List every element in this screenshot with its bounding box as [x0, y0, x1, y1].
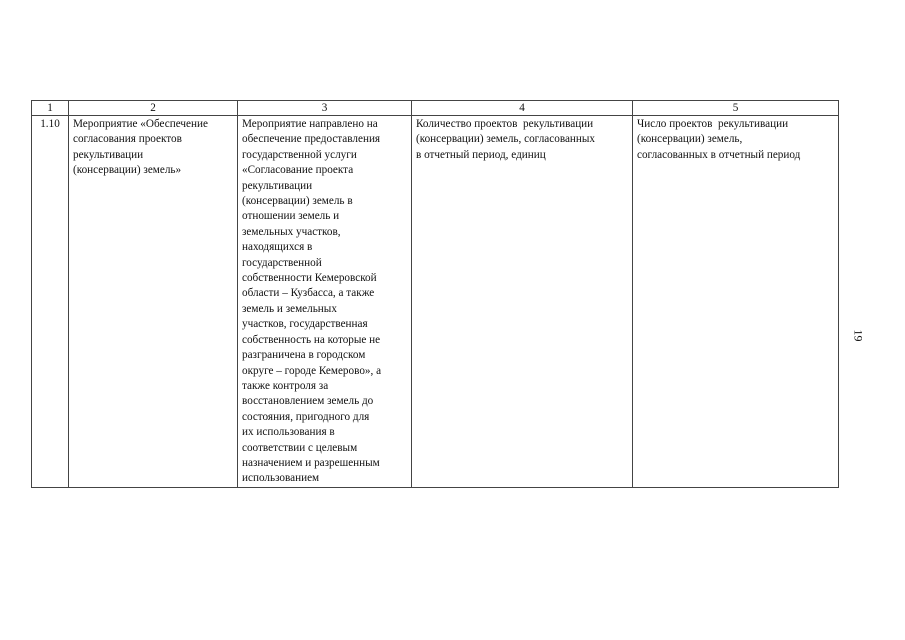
- indicator-definition-cell: [633, 116, 839, 488]
- text-line: государственной услуги: [242, 148, 357, 161]
- row-number: 1.10: [32, 116, 69, 488]
- measures-table: [31, 100, 839, 488]
- column-header-5: 5: [633, 101, 839, 116]
- text-line: (консервации) земель, согласованных: [416, 133, 595, 146]
- column-header-2: 2: [69, 101, 238, 116]
- text-line: состояния, пригодного для: [242, 410, 370, 423]
- text-line: округе – городе Кемерово», а: [242, 364, 382, 377]
- text-line: (консервации) земель,: [637, 133, 743, 146]
- table-row: [32, 116, 839, 488]
- column-header-4: 4: [412, 101, 633, 116]
- text-line: их использования в: [242, 426, 335, 439]
- text-line: в отчетный период, единиц: [416, 148, 546, 161]
- text-line: согласованных в отчетный период: [637, 148, 801, 161]
- text-line: Число проектов рекультивации: [637, 118, 789, 130]
- measure-description-cell: [238, 116, 412, 488]
- text-line: собственности Кемеровской: [242, 272, 377, 285]
- page-number: 19: [851, 329, 866, 342]
- text-line: Мероприятие «Обеспечение: [73, 118, 208, 130]
- text-line: Количество проектов рекультивации: [416, 118, 594, 130]
- indicator-cell: [412, 116, 633, 488]
- text-line: рекультивации: [73, 148, 144, 161]
- text-line: назначением и разрешенным: [242, 456, 380, 469]
- text-line: согласования проектов: [73, 133, 182, 146]
- text-line: области – Кузбасса, а также: [242, 287, 375, 300]
- text-line: собственность на которые не: [242, 333, 381, 346]
- text-line: рекультивации: [242, 179, 313, 192]
- column-number-row: [32, 101, 839, 116]
- text-line: использованием: [242, 472, 320, 485]
- text-line: участков, государственная: [242, 318, 368, 331]
- text-line: Мероприятие направлено на: [242, 118, 378, 130]
- text-line: земельных участков,: [242, 225, 341, 238]
- text-line: разграничена в городском: [242, 349, 366, 362]
- text-line: находящихся в: [242, 241, 313, 254]
- column-header-1: 1: [32, 101, 69, 116]
- text-line: обеспечение предоставления: [242, 133, 381, 146]
- text-line: (консервации) земель»: [73, 164, 182, 177]
- text-line: «Согласование проекта: [242, 164, 354, 177]
- text-line: также контроля за: [242, 379, 329, 392]
- column-header-3: 3: [238, 101, 412, 116]
- text-line: (консервации) земель в: [242, 195, 353, 208]
- text-line: государственной: [242, 256, 322, 269]
- text-line: соответствии с целевым: [242, 441, 358, 454]
- text-line: восстановлением земель до: [242, 395, 374, 408]
- measure-name-cell: [69, 116, 238, 488]
- text-line: земель и земельных: [242, 302, 337, 315]
- text-line: отношении земель и: [242, 210, 340, 223]
